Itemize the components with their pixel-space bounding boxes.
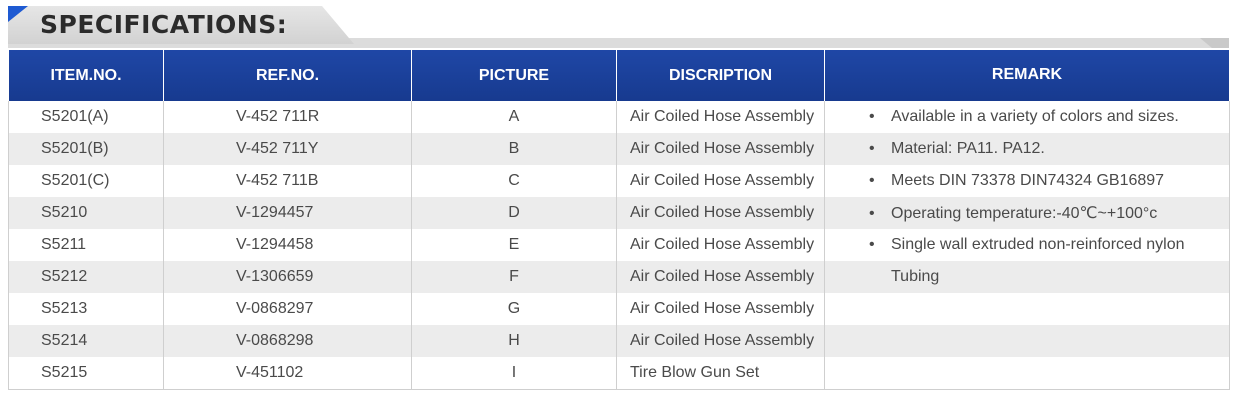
- description-cell: Air Coiled Hose Assembly: [617, 293, 825, 325]
- table-header-row: [9, 50, 1230, 101]
- table-row: [9, 357, 1230, 390]
- table-row: [9, 261, 1230, 293]
- description-cell: Air Coiled Hose Assembly: [617, 325, 825, 357]
- section-banner: [0, 0, 1237, 48]
- remark-cell: [825, 293, 1230, 325]
- item-no-cell: S5201(C): [9, 165, 164, 197]
- picture-cell: D: [412, 197, 617, 229]
- column-header-ref-no: REF.NO.: [164, 50, 412, 101]
- remark-text: Operating temperature:-40℃~+100°c: [891, 205, 1158, 222]
- remark-cell: [825, 101, 1230, 133]
- bullet-icon: •: [869, 140, 875, 157]
- description-cell: Air Coiled Hose Assembly: [617, 197, 825, 229]
- bullet-icon: •: [869, 108, 875, 125]
- picture-cell: G: [412, 293, 617, 325]
- ref-no-cell: V-452 711B: [164, 165, 412, 197]
- remark-text: Material: PA11. PA12.: [891, 140, 1045, 157]
- table-row: [9, 293, 1230, 325]
- picture-cell: I: [412, 357, 617, 390]
- item-no-cell: S5211: [9, 229, 164, 261]
- picture-cell: H: [412, 325, 617, 357]
- description-cell: Air Coiled Hose Assembly: [617, 101, 825, 133]
- table-row: [9, 197, 1230, 229]
- picture-cell: E: [412, 229, 617, 261]
- table-row: [9, 133, 1230, 165]
- bullet-icon: •: [869, 205, 875, 222]
- remark-cell: [825, 261, 1230, 293]
- table-row: [9, 229, 1230, 261]
- column-header-description: DISCRIPTION: [617, 50, 825, 101]
- ref-no-cell: V-451102: [164, 357, 412, 390]
- remark-cell: [825, 197, 1230, 229]
- page-title: SPECIFICATIONS:: [40, 10, 288, 39]
- item-no-cell: S5210: [9, 197, 164, 229]
- ref-no-cell: V-1306659: [164, 261, 412, 293]
- bullet-icon: •: [869, 236, 875, 253]
- remark-text: Tubing: [891, 268, 940, 285]
- picture-cell: F: [412, 261, 617, 293]
- picture-cell: B: [412, 133, 617, 165]
- description-cell: Air Coiled Hose Assembly: [617, 229, 825, 261]
- description-cell: Air Coiled Hose Assembly: [617, 133, 825, 165]
- remark-cell: [825, 133, 1230, 165]
- ref-no-cell: V-1294457: [164, 197, 412, 229]
- description-cell: Air Coiled Hose Assembly: [617, 261, 825, 293]
- column-header-picture: PICTURE: [412, 50, 617, 101]
- ref-no-cell: V-452 711Y: [164, 133, 412, 165]
- table-row: [9, 165, 1230, 197]
- bullet-icon: •: [869, 172, 875, 189]
- remark-cell: [825, 165, 1230, 197]
- item-no-cell: S5213: [9, 293, 164, 325]
- remark-cell: [825, 229, 1230, 261]
- item-no-cell: S5212: [9, 261, 164, 293]
- item-no-cell: S5215: [9, 357, 164, 390]
- table-row: [9, 101, 1230, 133]
- description-cell: Tire Blow Gun Set: [617, 357, 825, 390]
- remark-text: Meets DIN 73378 DIN74324 GB16897: [891, 172, 1165, 189]
- item-no-cell: S5214: [9, 325, 164, 357]
- ref-no-cell: V-0868298: [164, 325, 412, 357]
- remark-text: Single wall extruded non-reinforced nylon: [891, 236, 1185, 253]
- item-no-cell: S5201(B): [9, 133, 164, 165]
- ref-no-cell: V-0868297: [164, 293, 412, 325]
- ref-no-cell: V-452 711R: [164, 101, 412, 133]
- picture-cell: C: [412, 165, 617, 197]
- column-header-remark: REMARK: [825, 50, 1230, 101]
- item-no-cell: S5201(A): [9, 101, 164, 133]
- specifications-table: [8, 50, 1230, 390]
- description-cell: Air Coiled Hose Assembly: [617, 165, 825, 197]
- remark-text: Available in a variety of colors and sizes.: [891, 108, 1179, 125]
- table-row: [9, 325, 1230, 357]
- column-header-item-no: ITEM.NO.: [9, 50, 164, 101]
- remark-cell: [825, 325, 1230, 357]
- picture-cell: A: [412, 101, 617, 133]
- ref-no-cell: V-1294458: [164, 229, 412, 261]
- remark-cell: [825, 357, 1230, 390]
